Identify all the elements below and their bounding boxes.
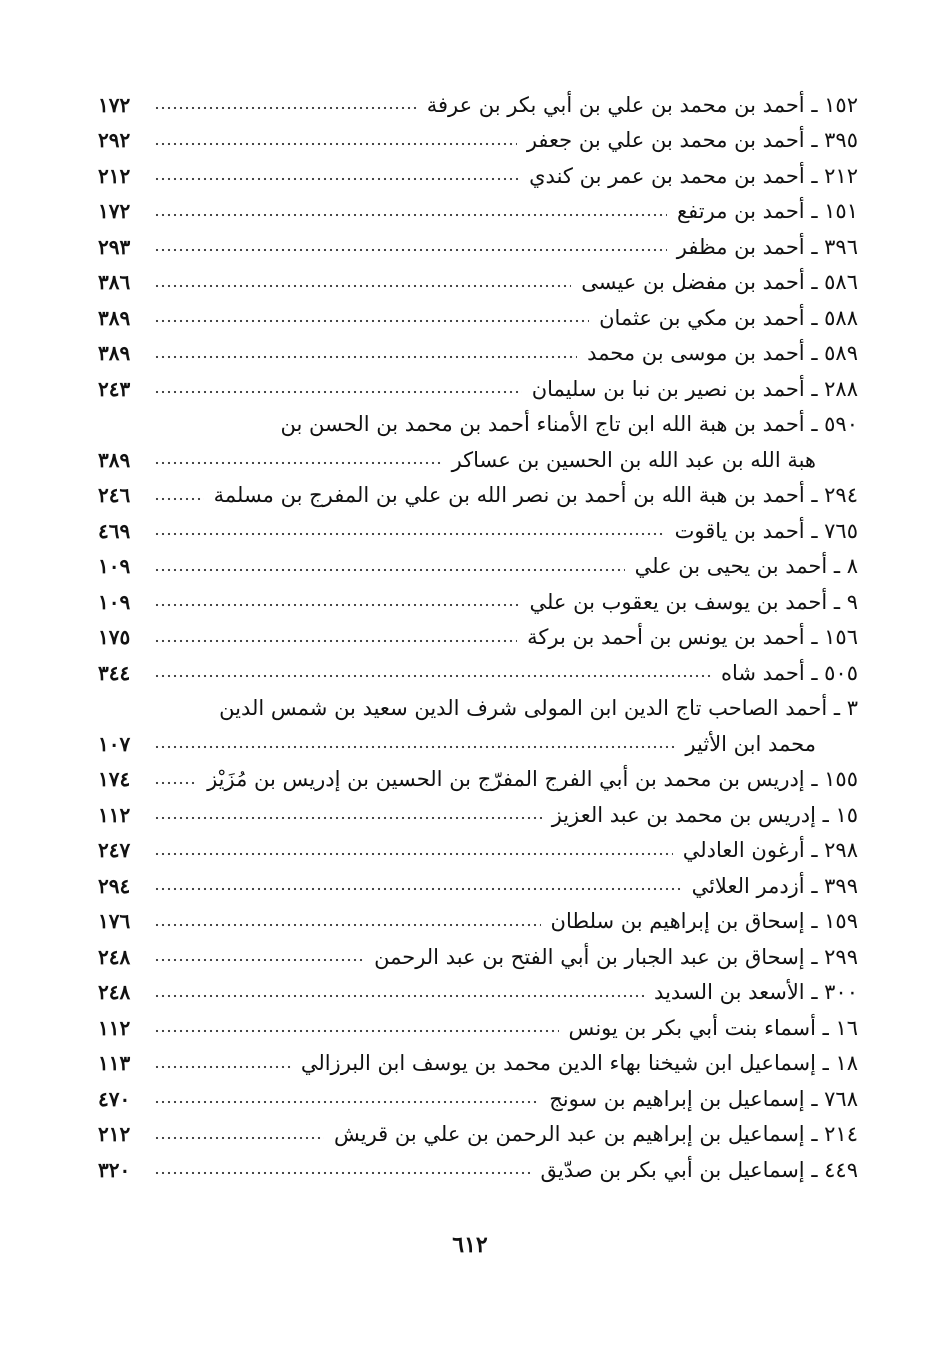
entry-text: ٣٠٠ ـ الأسعد بن السديد	[654, 980, 858, 1005]
dot-leader	[154, 1029, 559, 1033]
index-entry	[98, 868, 858, 904]
dot-leader	[154, 923, 541, 927]
entry-page-number: ١١٣	[98, 1051, 131, 1076]
entry-page-number: ٢٩٤	[98, 873, 131, 898]
entry-page-number: ١٧٢	[98, 92, 131, 117]
index-entry-row	[98, 975, 858, 1011]
index-entry-row	[98, 762, 858, 798]
entry-page-number: ١١٢	[98, 1015, 131, 1040]
index-entry-row	[98, 407, 858, 443]
dot-leader	[154, 958, 364, 962]
index-entry	[98, 158, 858, 194]
dot-leader	[154, 568, 625, 572]
entry-page-number: ٣٨٩	[98, 305, 131, 330]
dot-leader	[154, 1171, 530, 1175]
index-entry	[98, 975, 858, 1011]
index-entry	[98, 904, 858, 940]
entry-text: ٢٩٩ ـ إسحاق بن عبد الجبار بن أبي الفتح بن عبد الرحمن	[374, 944, 858, 969]
entry-text: ٥٨٩ ـ أحمد بن موسى بن محمد	[587, 341, 858, 366]
entry-page-number: ٤٧٠	[98, 1086, 131, 1111]
dot-leader	[154, 781, 197, 785]
index-entry	[98, 513, 858, 549]
index-entry-row	[98, 691, 858, 727]
index-entry	[98, 1152, 858, 1188]
entry-page-number: ٢٤٦	[98, 483, 131, 508]
entry-page-number: ٢١٢	[98, 163, 131, 188]
index-entry	[98, 371, 858, 407]
index-entry-row	[98, 620, 858, 656]
index-entry-row	[98, 87, 858, 123]
index-entry-row	[98, 655, 858, 691]
entry-text: ٥٨٨ ـ أحمد بن مكي بن عثمان	[599, 305, 858, 330]
entry-page-number: ٣٨٦	[98, 270, 131, 295]
entry-page-number: ٢٩٣	[98, 234, 131, 259]
entry-page-number: ٢١٢	[98, 1122, 131, 1147]
name-index-list	[98, 87, 858, 1188]
entry-page-number: ٣٨٩	[98, 341, 131, 366]
index-entry	[98, 549, 858, 585]
index-entry	[98, 939, 858, 975]
index-entry-row	[98, 833, 858, 869]
entry-page-number: ٣٨٩	[98, 447, 131, 472]
entry-text: ٣٩٦ ـ أحمد بن مظفر	[676, 234, 858, 259]
entry-page-number: ١١٢	[98, 802, 131, 827]
index-entry-row	[98, 1152, 858, 1188]
entry-text: ١٨ ـ إسماعيل ابن شيخنا بهاء الدين محمد بن يوسف ابن البرزالي	[300, 1051, 858, 1076]
entry-text: ١٦ ـ أسماء بنت أبي بكر بن يونس	[568, 1015, 858, 1040]
entry-page-number: ١٧٥	[98, 625, 131, 650]
index-entry-row	[98, 549, 858, 585]
entry-page-number: ٢٤٨	[98, 980, 131, 1005]
index-entry-row	[98, 904, 858, 940]
index-entry	[98, 655, 858, 691]
entry-page-number: ٤٦٩	[98, 518, 131, 543]
dot-leader	[154, 284, 571, 288]
dot-leader	[154, 852, 673, 856]
entry-text: ٥٠٥ ـ أحمد شاه	[721, 660, 858, 685]
index-entry	[98, 620, 858, 656]
entry-text: ٣٩٥ ـ أحمد بن محمد بن علي بن جعفر	[526, 128, 858, 153]
index-entry-row	[98, 300, 858, 336]
entry-page-number: ٣٤٤	[98, 660, 131, 685]
index-entry	[98, 691, 858, 762]
entry-text: ٤٤٩ ـ إسماعيل بن أبي بكر بن صدّيق	[540, 1157, 858, 1182]
index-entry-row	[98, 726, 858, 762]
index-entry-row	[98, 1117, 858, 1153]
dot-leader	[154, 603, 519, 607]
dot-leader	[154, 106, 417, 110]
dot-leader	[154, 674, 711, 678]
entry-text: ٧٦٥ ـ أحمد بن ياقوت	[674, 518, 858, 543]
index-entry-row	[98, 229, 858, 265]
index-entry	[98, 300, 858, 336]
index-entry	[98, 194, 858, 230]
index-entry-row	[98, 371, 858, 407]
index-entry	[98, 123, 858, 159]
dot-leader	[154, 1065, 291, 1069]
index-entry-row	[98, 1046, 858, 1082]
dot-leader	[154, 142, 517, 146]
index-entry-row	[98, 478, 858, 514]
entry-text: ٨ ـ أحمد بن يحيى بن علي	[634, 554, 858, 579]
entry-page-number: ٢٤٨	[98, 944, 131, 969]
index-entry-row	[98, 868, 858, 904]
entry-text: ٣ ـ أحمد الصاحب تاج الدين ابن المولى شرف الدين سعيد بن شمس الدين	[219, 696, 858, 721]
entry-text: ٧٦٨ ـ إسماعيل بن إبراهيم بن سونج	[549, 1086, 858, 1111]
entry-text: ٢٩٤ ـ أحمد بن هبة الله بن أحمد بن نصر الله بن علي بن المفرج بن مسلمة	[213, 483, 858, 508]
index-entry-row	[98, 194, 858, 230]
dot-leader	[154, 355, 577, 359]
dot-leader	[154, 532, 665, 536]
index-entry-row	[98, 513, 858, 549]
dot-leader	[154, 390, 522, 394]
dot-leader	[154, 745, 675, 749]
index-entry	[98, 265, 858, 301]
index-entry-row	[98, 939, 858, 975]
entry-text: ٣٩٩ ـ أزدمر العلائي	[691, 873, 858, 898]
index-entry	[98, 1046, 858, 1082]
entry-text: ٢٩٨ ـ أرغون العادلي	[682, 838, 858, 863]
entry-text: ١٥٩ ـ إسحاق بن إبراهيم بن سلطان	[550, 909, 858, 934]
index-entry-row	[98, 1081, 858, 1117]
index-entry	[98, 797, 858, 833]
entry-text: ٩ ـ أحمد بن يوسف بن يعقوب بن علي	[529, 589, 858, 614]
index-entry	[98, 336, 858, 372]
index-entry-row	[98, 336, 858, 372]
entry-text: ١٥٦ ـ أحمد بن يونس بن أحمد بن بركة	[527, 625, 858, 650]
dot-leader	[154, 1100, 539, 1104]
entry-text: ١٥ ـ إدريس بن محمد بن عبد العزيز	[551, 802, 858, 827]
entry-text: هبة الله بن عبد الله بن الحسين بن عساكر	[451, 447, 816, 472]
entry-page-number: ١٠٧	[98, 731, 131, 756]
index-entry	[98, 762, 858, 798]
index-entry-row	[98, 584, 858, 620]
index-entry	[98, 1117, 858, 1153]
index-entry	[98, 584, 858, 620]
index-entry	[98, 833, 858, 869]
dot-leader	[154, 497, 204, 501]
entry-text: ١٥٢ ـ أحمد بن محمد بن علي بن أبي بكر بن عرفة	[426, 92, 858, 117]
index-entry	[98, 407, 858, 478]
dot-leader	[154, 319, 589, 323]
dot-leader	[154, 177, 519, 181]
index-entry	[98, 1010, 858, 1046]
dot-leader	[154, 816, 542, 820]
entry-text: ٢٨٨ ـ أحمد بن نصير بن نبا بن سليمان	[531, 376, 858, 401]
dot-leader	[154, 1136, 324, 1140]
entry-page-number: ١٧٤	[98, 767, 131, 792]
index-entry	[98, 478, 858, 514]
entry-page-number: ١٧٢	[98, 199, 131, 224]
dot-leader	[154, 461, 442, 465]
index-entry-row	[98, 797, 858, 833]
index-entry-row	[98, 265, 858, 301]
index-entry-row	[98, 442, 858, 478]
entry-text: ٥٨٦ ـ أحمد بن مفضل بن عيسى	[581, 270, 858, 295]
dot-leader	[154, 248, 667, 252]
entry-page-number: ١٠٩	[98, 589, 131, 614]
index-entry-row	[98, 158, 858, 194]
entry-text: ٥٩٠ ـ أحمد بن هبة الله ابن تاج الأمناء أحمد بن محمد بن الحسن بن	[280, 412, 858, 437]
entry-page-number: ١٠٩	[98, 554, 131, 579]
entry-text: ١٥١ ـ أحمد بن مرتفع	[677, 199, 858, 224]
entry-text: ٢١٢ ـ أحمد بن محمد بن عمر بن كندي	[529, 163, 858, 188]
index-entry-row	[98, 1010, 858, 1046]
entry-text: محمد ابن الأثير	[685, 731, 816, 756]
entry-page-number: ٢٤٧	[98, 838, 131, 863]
dot-leader	[154, 887, 682, 891]
entry-page-number: ١٧٦	[98, 909, 131, 934]
dot-leader	[154, 994, 644, 998]
index-entry	[98, 1081, 858, 1117]
entry-text: ٢١٤ ـ إسماعيل بن إبراهيم بن عبد الرحمن بن علي بن قريش	[333, 1122, 858, 1147]
entry-page-number: ٣٢٠	[98, 1157, 131, 1182]
entry-text: ١٥٥ ـ إدريس بن محمد بن أبي الفرج المفرّج بن الحسين بن إدريس بن مُزَيْز	[207, 767, 858, 792]
index-entry-row	[98, 123, 858, 159]
entry-page-number: ٢٩٢	[98, 128, 131, 153]
index-entry	[98, 87, 858, 123]
entry-page-number: ٢٤٣	[98, 376, 131, 401]
index-entry	[98, 229, 858, 265]
dot-leader	[154, 213, 667, 217]
dot-leader	[154, 639, 517, 643]
page-number: ٦١٢	[452, 1232, 488, 1258]
